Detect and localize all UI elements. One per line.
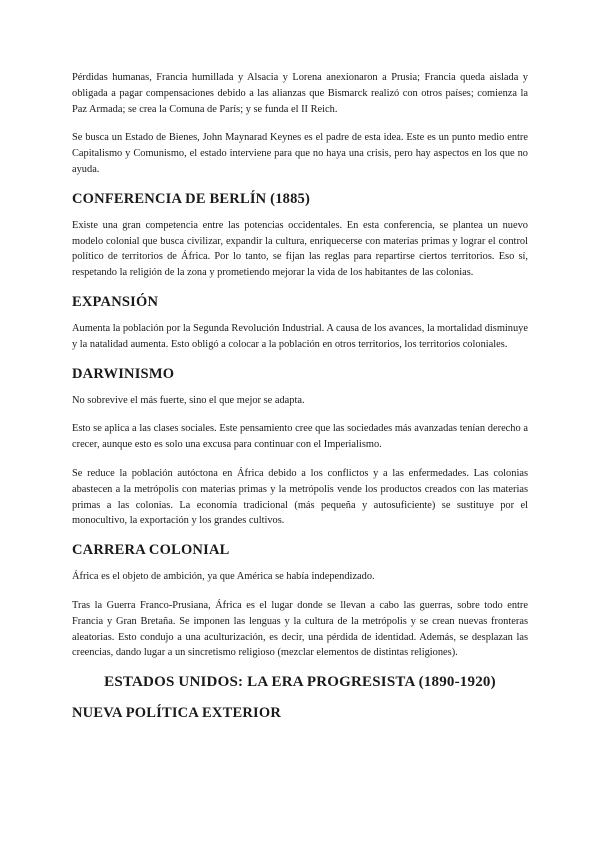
berlin-paragraph-1: Existe una gran competencia entre las potencias occidentales. En esta conferencia, se plantea un nuevo modelo colonial que busca civilizar, expandir la cultura, enriquecerse con materias primas y lograr el control político de territorios de África. Por lo tanto, se fijan las reglas para repartirse ciertos territorios. Eso sí, respetando la religión de la zona y prometiendo mejorar la vida de los habitantes de las colonias. <box>72 219 528 279</box>
darwinismo-paragraph-3: Se reduce la población autóctona en África debido a los conflictos y a las enfermedades. Las colonias abastecen a la metrópolis con materias primas y la metrópolis vende los productos creados con las materias primas a las colonias. La economía tradicional (más pequeña y autosuficiente) se sustituye por el monocultivo, la exportación y los grandes cultivos. <box>72 467 528 527</box>
heading-nueva-politica-exterior: NUEVA POLÍTICA EXTERIOR <box>72 705 281 722</box>
carrera-paragraph-1: África es el objeto de ambición, ya que América se había independizado. <box>72 571 375 583</box>
heading-expansion: EXPANSIÓN <box>72 293 159 310</box>
carrera-paragraph-2: Tras la Guerra Franco-Prusiana, África es el lugar donde se llevan a cabo las guerras, sobre todo entre Francia y Gran Bretaña. Se imponen las lenguas y la cultura de la metrópolis y se crean nuevas fronteras aleatorias. Esto condujo a una aculturización, es decir, una pérdida de identidad. Además, se desplazan las creencias, dando lugar a un sincretismo religioso (mezclar elementos de distintas religiones). <box>72 599 528 659</box>
heading-conferencia-berlin: CONFERENCIA DE BERLÍN (1885) <box>72 190 311 207</box>
expansion-paragraph-1: Aumenta la población por la Segunda Revolución Industrial. A causa de los avances, la mortalidad disminuye y la natalidad aumenta. Esto obligó a colocar a la población en otros territorios, los territorios coloniales. <box>72 322 528 350</box>
heading-carrera-colonial: CARRERA COLONIAL <box>72 542 230 559</box>
intro-paragraph-1: Pérdidas humanas, Francia humillada y Alsacia y Lorena anexionaron a Prusia; Francia queda aislada y obligada a pagar compensaciones debido a las alianzas que Bismarck realizó con otros países; comienza la Paz Armada; se crea la Comuna de París; y se funda el II Reich. <box>72 72 528 115</box>
section-title-estados-unidos: ESTADOS UNIDOS: LA ERA PROGRESISTA (1890-1920) <box>104 674 496 691</box>
darwinismo-paragraph-1: No sobrevive el más fuerte, sino el que mejor se adapta. <box>72 394 305 406</box>
intro-paragraph-2: Se busca un Estado de Bienes, John Maynarad Keynes es el padre de esta idea. Este es un punto medio entre Capitalismo y Comunismo, el estado interviene para que no haya una crisis, pero hay aspectos en los que no ayuda. <box>72 132 528 175</box>
heading-darwinismo: DARWINISMO <box>72 365 175 382</box>
darwinismo-paragraph-2: Esto se aplica a las clases sociales. Este pensamiento cree que las sociedades más avanzadas tenían derecho a crecer, aunque esto es solo una excusa para continuar con el Imperialismo. <box>72 423 528 451</box>
